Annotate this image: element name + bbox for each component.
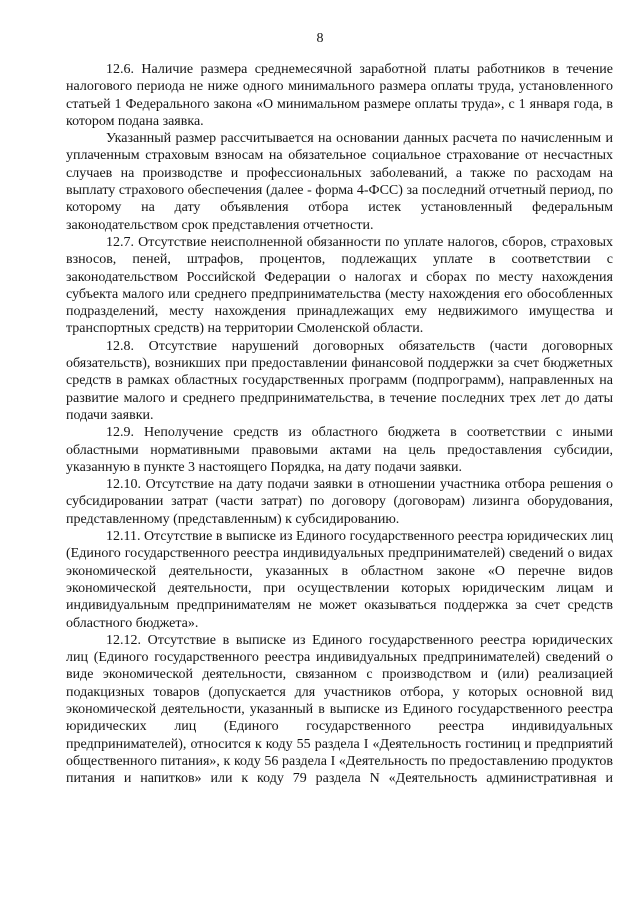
paragraph-12-12: 12.12. Отсутствие в выписке из Единого государственного реестра юридических лиц (Единого государственного реестра индивидуальных предпринимателей) сведений о виде экономической деятельности, связанном с производством и (или) реализацией подакцизных товаров (допускается для участников отбора, у которых основной вид экономической деятельности, указанный в выписке из Единого государственного реестра юридических лиц (Единого государственного реестра индивидуальных предпринимателей), относится к коду 55 раздела I «Деятельность гостиниц и предприятий общественного питания», к коду 56 раздела I «Деятельность по предоставлению продуктов питания и напитков» или к коду 79 раздела N «Деятельность административная и — [66, 632, 613, 787]
paragraph-12-8: 12.8. Отсутствие нарушений договорных обязательств (части договорных обязательств), возникших при предоставлении финансовой поддержки за счет бюджетных средств в рамках областных государственных программ (подпрограмм), направленных на развитие малого и среднего предпринимательства, в течение последних трех лет до даты подачи заявки. — [66, 338, 613, 423]
paragraph-12-9: 12.9. Неполучение средств из областного бюджета в соответствии с иными областными нормативными правовыми актами на цель предоставления субсидии, указанную в пункте 3 настоящего Порядка, на дату подачи заявки. — [66, 425, 613, 475]
page-number: 8 — [316, 31, 324, 46]
paragraph-reporting-form: Указанный размер рассчитывается на основании данных расчета по начисленным и уплаченным страховым взносам на обязательное социальное страхование от несчастных случаев на производстве и профессиональных заболеваний, а также по расходам на выплату страхового обеспечения (далее - форма 4-ФСС) за последний отчетный период, по которому на дату объявления отбора истек установленный федеральным законодательством срок представления отчетности. — [66, 131, 613, 233]
paragraph-12-6: 12.6. Наличие размера среднемесячной заработной платы работников в течение налогового периода не ниже одного минимального размера оплаты труда, установленного статьей 1 Федерального закона «О минимальном размере оплаты труда», с 1 января года, в котором подана заявка. — [66, 62, 613, 129]
document-body — [66, 61, 613, 787]
paragraph-12-7: 12.7. Отсутствие неисполненной обязанности по уплате налогов, сборов, страховых взносов, пеней, штрафов, процентов, подлежащих уплате в соответствии с законодательством Российской Федерации о налогах и сборах по месту нахождения субъекта малого или среднего предпринимательства (месту нахождения его обособленных подразделений, месту нахождения принадлежащих ему недвижимого имущества и транспортных средств) на территории Смоленской области. — [66, 234, 613, 337]
paragraph-12-10: 12.10. Отсутствие на дату подачи заявки в отношении участника отбора решения о субсидировании затрат (части затрат) по договору (договорам) лизинга оборудования, представленному (представленным) к субсидированию. — [66, 477, 613, 527]
paragraph-12-11: 12.11. Отсутствие в выписке из Единого государственного реестра юридических лиц (Единого государственного реестра индивидуальных предпринимателей) сведений о видах экономической деятельности, указанных в областном законе «О перечне видов экономической деятельности, при осуществлении которых юридическим лицам и индивидуальным предпринимателям не может оказываться поддержка за счет средств областного бюджета». — [66, 529, 613, 631]
page-top-edge — [0, 0, 640, 3]
